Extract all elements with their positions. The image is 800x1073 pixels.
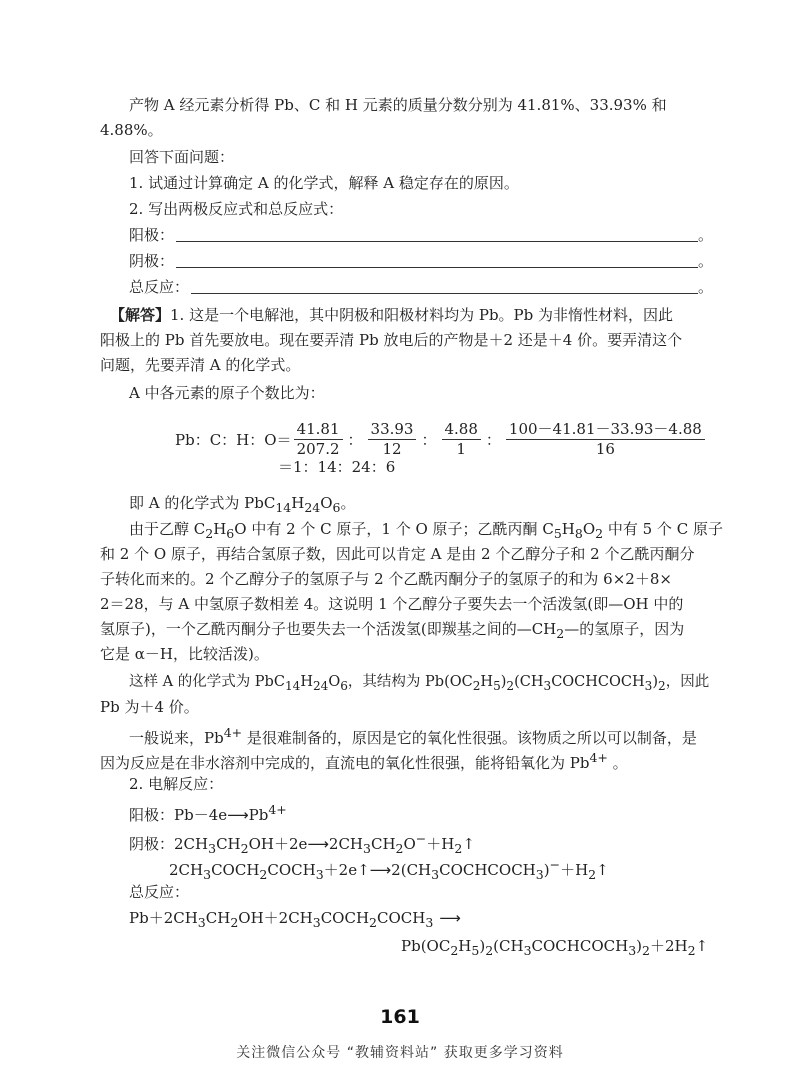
text: 由于乙醇 C bbox=[129, 520, 206, 538]
answer-para-2-line-1 bbox=[129, 519, 723, 544]
text: CH bbox=[205, 909, 231, 927]
footer-notice: 关注微信公众号 “教辅资料站” 获取更多学习资料 bbox=[236, 1045, 564, 1061]
fraction-denominator: 207.2 bbox=[296, 439, 340, 458]
page-number: 161 bbox=[380, 1006, 420, 1028]
anode-label: 阳极： bbox=[129, 226, 175, 244]
subscript: 14 bbox=[275, 500, 292, 515]
text: O 中有 2 个 C 原子，1 个 O 原子；乙酰丙酮 C bbox=[234, 520, 554, 538]
text: ) bbox=[652, 674, 659, 690]
text: COCH bbox=[377, 909, 426, 927]
text: H bbox=[561, 520, 575, 538]
subscript: 5 bbox=[471, 943, 480, 958]
ratio-separator: ： bbox=[347, 430, 363, 449]
text: COCHCOCH bbox=[439, 861, 536, 879]
ratio-separator: ： bbox=[485, 430, 501, 449]
formula-line bbox=[129, 493, 356, 518]
anode-blank[interactable] bbox=[176, 226, 698, 242]
text: H bbox=[213, 520, 227, 538]
answer-para-2-line-4: 2＝28，与 A 中氢原子数相差 4。这说明 1 个乙醇分子要失去一个活泼氢(即—OH 中的 bbox=[100, 595, 684, 613]
subscript: 2 bbox=[556, 626, 565, 641]
text: 。 bbox=[340, 494, 356, 512]
text: 。 bbox=[607, 754, 628, 772]
subscript: 2 bbox=[205, 526, 214, 541]
subscript: 3 bbox=[363, 841, 371, 856]
cathode-blank-line bbox=[129, 251, 713, 271]
subscript: 3 bbox=[523, 943, 532, 958]
subscript: 2 bbox=[485, 943, 494, 958]
text: OH＋2e bbox=[248, 835, 308, 853]
text: OH＋2CH bbox=[238, 909, 313, 927]
text: ) bbox=[479, 937, 486, 955]
text: CH bbox=[370, 835, 396, 853]
text: CH bbox=[216, 835, 241, 853]
answer-para-1-line-2: 阳极上的 Pb 首先要放电。现在要弄清 Pb 放电后的产物是＋2 还是＋4 价。要弄清这个 bbox=[100, 331, 683, 349]
subscript: 2 bbox=[658, 678, 666, 693]
answer-para-2-line-3: 子转化而来的。2 个乙醇分子的氢原子与 2 个乙酰丙酮分子的氢原子的和为 6×2＋8× bbox=[100, 570, 672, 588]
superscript: 4+ bbox=[223, 725, 243, 740]
answer-para-2-line-6: 它是 α－H，比较活泼)。 bbox=[100, 645, 269, 663]
ratio-separator: ： bbox=[421, 430, 437, 449]
problem-line-1: 产物 A 经元素分析得 Pb、C 和 H 元素的质量分数分别为 41.81%、33.93% 和 bbox=[129, 96, 667, 114]
ratio-lhs: Pb：C：H：O＝ bbox=[175, 430, 292, 449]
fraction-numerator: 4.88 bbox=[442, 420, 481, 440]
text: O bbox=[320, 494, 333, 512]
text: COCHCOCH bbox=[531, 937, 629, 955]
text: ＋H bbox=[560, 861, 589, 879]
subscript: 3 bbox=[535, 867, 544, 882]
problem-line-2: 4.88%。 bbox=[100, 121, 163, 139]
text: 2CH bbox=[169, 861, 204, 879]
subscript: 2 bbox=[395, 841, 404, 856]
subscript: 3 bbox=[543, 678, 552, 693]
ratio-intro: A 中各元素的原子个数比为： bbox=[129, 384, 325, 402]
subscript: 3 bbox=[203, 867, 212, 882]
text: 即 A 的化学式为 PbC bbox=[129, 494, 276, 512]
reaction-arrow: ⟶ bbox=[439, 909, 461, 927]
fraction-o bbox=[506, 420, 705, 459]
subscript: 2 bbox=[230, 915, 239, 930]
answer-para-5: 2. 电解反应： bbox=[129, 775, 224, 793]
text: 阴极：2CH bbox=[129, 835, 209, 853]
text: 阳极：Pb－4e bbox=[129, 806, 228, 824]
question-2: 2. 写出两极反应式和总反应式： bbox=[129, 200, 344, 218]
text: ，其结构为 Pb(OC bbox=[347, 674, 473, 690]
fraction-denominator: 16 bbox=[595, 439, 615, 458]
text: 2CH bbox=[328, 835, 364, 853]
gas-arrow: ↑ bbox=[596, 861, 609, 879]
gas-arrow: ↑ bbox=[695, 937, 709, 955]
subscript: 3 bbox=[425, 915, 434, 930]
answer-text: 1. 这是一个电解池，其中阴极和阳极材料均为 Pb。Pb 为非惰性材料，因此 bbox=[170, 306, 674, 324]
anode-blank-line bbox=[129, 225, 713, 245]
superscript: 4+ bbox=[589, 750, 608, 765]
question-1: 1. 试通过计算确定 A 的化学式，解释 A 稳定存在的原因。 bbox=[129, 174, 519, 192]
text: 是很难制备的，原因是它的氧化性很强。该物质之所以可以制备，是 bbox=[242, 729, 697, 747]
total-equation-line-1 bbox=[129, 908, 461, 933]
text: H bbox=[291, 494, 305, 512]
total-equation-line-2 bbox=[401, 936, 708, 961]
subscript: 6 bbox=[340, 678, 348, 693]
text: 2(CH bbox=[391, 861, 432, 879]
superscript: 4+ bbox=[268, 802, 287, 817]
fraction-numerator: 41.81 bbox=[294, 420, 343, 440]
text: 因为反应是在非水溶剂中完成的，直流电的氧化性很强，能将铅氧化为 Pb bbox=[100, 754, 590, 772]
text: O bbox=[403, 835, 416, 853]
answer-para-1-line-1 bbox=[110, 305, 673, 325]
subscript: 2 bbox=[259, 867, 268, 882]
subscript: 2 bbox=[472, 678, 481, 693]
subscript: 14 bbox=[284, 678, 301, 693]
text: H bbox=[458, 937, 472, 955]
text: O bbox=[582, 520, 596, 538]
text: Pb bbox=[248, 806, 269, 824]
subscript: 3 bbox=[197, 915, 206, 930]
text: COCH bbox=[320, 909, 370, 927]
text: 氢原子)，一个乙酰丙酮分子也要失去一个活泼氢(即羰基之间的—CH bbox=[100, 620, 557, 638]
subscript: 3 bbox=[431, 867, 440, 882]
subscript: 3 bbox=[312, 915, 321, 930]
subscript: 2 bbox=[454, 841, 463, 856]
text: ＋H bbox=[426, 835, 455, 853]
fraction-c bbox=[368, 420, 417, 459]
fraction-denominator: 12 bbox=[382, 439, 402, 458]
subscript: 2 bbox=[642, 943, 650, 958]
answer-para-2-line-2: 和 2 个 O 原子，再结合氢原子数，因此可以肯定 A 是由 2 个乙醇分子和 2 个乙酰丙酮分 bbox=[100, 545, 695, 563]
text: H bbox=[300, 674, 313, 690]
subscript: 2 bbox=[506, 678, 515, 693]
answer-para-2-line-5 bbox=[100, 619, 684, 644]
text: Pb＋2CH bbox=[129, 909, 198, 927]
text: ) bbox=[543, 861, 550, 879]
subscript: 3 bbox=[315, 867, 324, 882]
fraction-pb bbox=[294, 420, 343, 459]
total-blank[interactable] bbox=[191, 278, 698, 294]
text: 中有 5 个 C 原子 bbox=[603, 520, 723, 538]
text: ) bbox=[636, 937, 642, 955]
subscript: 2 bbox=[687, 943, 696, 958]
answer-para-3-line-2: Pb 为＋4 价。 bbox=[100, 698, 199, 716]
blank-end: 。 bbox=[698, 252, 714, 270]
text: 一般说来，Pb bbox=[129, 729, 224, 747]
subscript: 6 bbox=[226, 526, 235, 541]
total-reaction-heading: 总反应： bbox=[129, 883, 190, 901]
subscript: 6 bbox=[332, 500, 341, 515]
text: (CH bbox=[514, 674, 544, 690]
text: O bbox=[328, 674, 341, 690]
subscript: 8 bbox=[574, 526, 583, 541]
fraction-numerator: 100－41.81－33.93－4.88 bbox=[506, 420, 705, 440]
subscript: 3 bbox=[628, 943, 637, 958]
answer-para-4-line-1 bbox=[129, 723, 697, 748]
text: ＋2e↑ bbox=[323, 861, 370, 879]
text: (CH bbox=[493, 937, 524, 955]
total-blank-line bbox=[129, 277, 713, 297]
subscript: 24 bbox=[312, 678, 329, 693]
subscript: 3 bbox=[208, 841, 217, 856]
blank-end: 。 bbox=[698, 226, 714, 244]
subscript: 5 bbox=[553, 526, 562, 541]
reaction-arrow: ⟶ bbox=[227, 806, 249, 824]
subscript: 3 bbox=[644, 678, 653, 693]
prompt: 回答下面问题： bbox=[129, 148, 235, 166]
subscript: 2 bbox=[450, 943, 459, 958]
superscript: − bbox=[415, 831, 427, 846]
cathode-blank[interactable] bbox=[176, 252, 698, 268]
cathode-equation-2 bbox=[169, 855, 609, 885]
subscript: 2 bbox=[595, 526, 604, 541]
ratio-equation bbox=[175, 413, 707, 465]
subscript: 2 bbox=[588, 867, 597, 882]
fraction-numerator: 33.93 bbox=[368, 420, 417, 440]
subscript: 24 bbox=[304, 500, 321, 515]
text: Pb(OC bbox=[401, 937, 451, 955]
subscript: 2 bbox=[369, 915, 377, 930]
reaction-arrow: ⟶ bbox=[369, 861, 392, 879]
gas-arrow: ↑ bbox=[462, 835, 475, 853]
cathode-label: 阴极： bbox=[129, 252, 175, 270]
text: —的氢原子，因为 bbox=[564, 620, 685, 638]
text: ＋2H bbox=[649, 937, 688, 955]
answer-para-3-line-1 bbox=[129, 672, 709, 696]
subscript: 5 bbox=[493, 678, 501, 693]
text: COCHCOCH bbox=[551, 674, 645, 690]
text: ) bbox=[500, 674, 507, 690]
reaction-arrow: ⟶ bbox=[307, 835, 329, 853]
text: COCH bbox=[211, 861, 260, 879]
answer-tag: 【解答】 bbox=[110, 306, 171, 324]
ratio-result: ＝1：14：24：6 bbox=[278, 458, 396, 476]
anode-equation bbox=[129, 800, 287, 825]
text: ，因此 bbox=[665, 674, 710, 690]
subscript: 2 bbox=[240, 841, 249, 856]
fraction-denominator: 1 bbox=[456, 439, 466, 458]
text: COCH bbox=[267, 861, 316, 879]
answer-para-4-line-2 bbox=[100, 748, 628, 773]
blank-end: 。 bbox=[698, 278, 714, 296]
text: H bbox=[480, 674, 494, 690]
fraction-h bbox=[442, 420, 481, 459]
answer-para-1-line-3: 问题，先要弄清 A 的化学式。 bbox=[100, 356, 301, 374]
total-label: 总反应： bbox=[129, 278, 190, 296]
superscript: − bbox=[549, 857, 561, 872]
text: 这样 A 的化学式为 PbC bbox=[129, 674, 285, 690]
